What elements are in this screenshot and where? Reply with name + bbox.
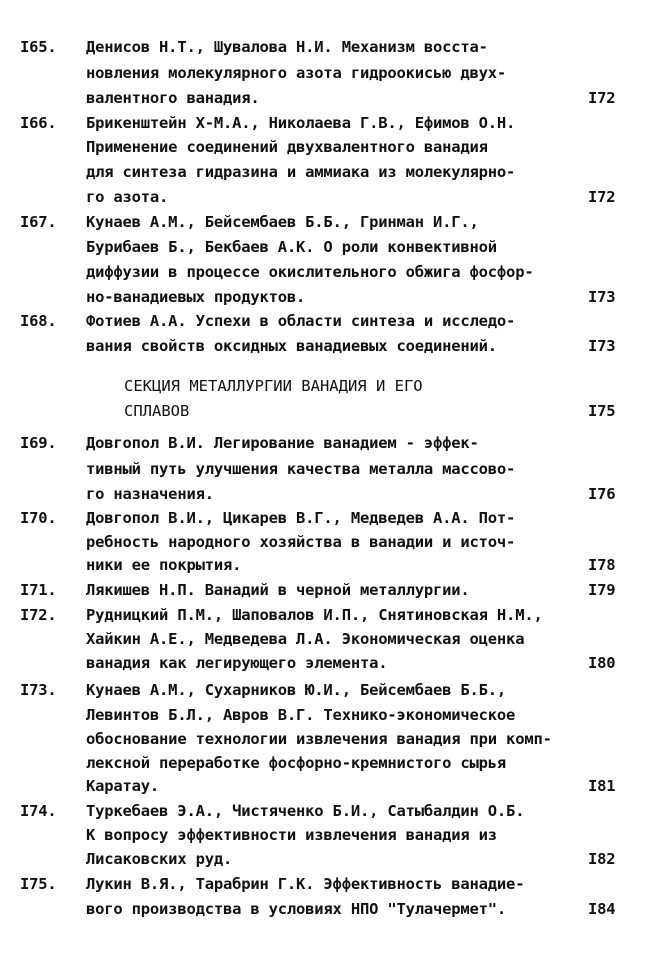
entry-number: I74. <box>20 802 57 820</box>
entry-text: К вопросу эффективности извлечения ванадия из <box>86 826 497 844</box>
entry-text: ники ее покрытия. <box>86 556 242 574</box>
section-title-line: СПЛАВОВ <box>124 402 190 420</box>
entry-text: го азота. <box>86 188 169 206</box>
entry-text: вого производства в условиях НПО "Тулачермет". <box>86 900 507 918</box>
entry-text: диффузии в процессе окислительного обжига фосфор- <box>86 263 534 281</box>
page-number: I79 <box>588 581 616 599</box>
section-title-line: СЕКЦИЯ МЕТАЛЛУРГИИ ВАНАДИЯ И ЕГО <box>124 377 423 395</box>
entry-text: Денисов Н.Т., Шувалова Н.И. Механизм восста- <box>86 38 488 56</box>
page-number: I72 <box>588 188 616 206</box>
entry-text: Кунаев А.М., Сухарников Ю.И., Бейсембаев Б.Б., <box>86 681 507 699</box>
entry-text: Фотиев А.А. Успехи в области синтеза и исследо- <box>86 312 516 330</box>
page-number: I81 <box>588 777 616 795</box>
entry-text: но-ванадиевых продуктов. <box>86 288 306 306</box>
entry-number: I73. <box>20 681 57 699</box>
page-number: I75 <box>588 402 616 420</box>
entry-text: Довгопол В.И., Цикарев В.Г., Медведев А.А. Пот- <box>86 509 516 527</box>
entry-text: Брикенштейн Х-М.А., Николаева Г.В., Ефимов О.Н. <box>86 114 516 132</box>
entry-text: Бурибаев Б., Бекбаев А.К. О роли конвективной <box>86 238 497 256</box>
page-number: I78 <box>588 556 616 574</box>
entry-number: I71. <box>20 581 57 599</box>
entry-text: для синтеза гидразина и аммиака из молекулярно- <box>86 163 516 181</box>
entry-text: лексной переработке фосфорно-кремнистого сырья <box>86 754 507 772</box>
entry-text: обоснование технологии извлечения ванадия при комп- <box>86 730 552 748</box>
entry-text: Довгопол В.И. Легирование ванадием - эффек- <box>86 434 479 452</box>
entry-text: ванадия как легирующего элемента. <box>86 654 388 672</box>
entry-text: Хайкин А.Е., Медведева Л.А. Экономическая оценка <box>86 630 525 648</box>
entry-text: Применение соединений двухвалентного ванадия <box>86 138 488 156</box>
entry-number: I72. <box>20 606 57 624</box>
entry-text: Рудницкий П.М., Шаповалов И.П., Снятиновская Н.М., <box>86 606 543 624</box>
entry-text: Каратау. <box>86 777 160 795</box>
entry-text: Лисаковских руд. <box>86 850 233 868</box>
entry-text: Кунаев А.М., Бейсембаев Б.Б., Гринман И.Г., <box>86 213 479 231</box>
page-number: I80 <box>588 654 616 672</box>
entry-text: Лукин В.Я., Тарабрин Г.К. Эффективность ванадие- <box>86 875 525 893</box>
entry-text: тивный путь улучшения качества металла массово- <box>86 460 516 478</box>
page-number: I73 <box>588 337 616 355</box>
entry-text: валентного ванадия. <box>86 89 260 107</box>
entry-text: Левинтов Б.Л., Авров В.Г. Технико-экономическое <box>86 706 516 724</box>
entry-text: го назначения. <box>86 485 214 503</box>
page-number: I76 <box>588 485 616 503</box>
entry-text: вания свойств оксидных ванадиевых соединений. <box>86 337 497 355</box>
entry-number: I67. <box>20 213 57 231</box>
entry-text: ребность народного хозяйства в ванадии и источ- <box>86 533 516 551</box>
entry-number: I69. <box>20 434 57 452</box>
entry-text: новления молекулярного азота гидроокисью двух- <box>86 64 507 82</box>
page-number: I73 <box>588 288 616 306</box>
entry-number: I66. <box>20 114 57 132</box>
entry-number: I75. <box>20 875 57 893</box>
entry-number: I68. <box>20 312 57 330</box>
page-number: I82 <box>588 850 616 868</box>
entry-text: Лякишев Н.П. Ванадий в черной металлургии. <box>86 581 470 599</box>
entry-number: I70. <box>20 509 57 527</box>
page-number: I84 <box>588 900 616 918</box>
entry-text: Туркебаев Э.А., Чистяченко Б.И., Сатыбалдин О.Б. <box>86 802 525 820</box>
page-number: I72 <box>588 89 616 107</box>
entry-number: I65. <box>20 38 57 56</box>
